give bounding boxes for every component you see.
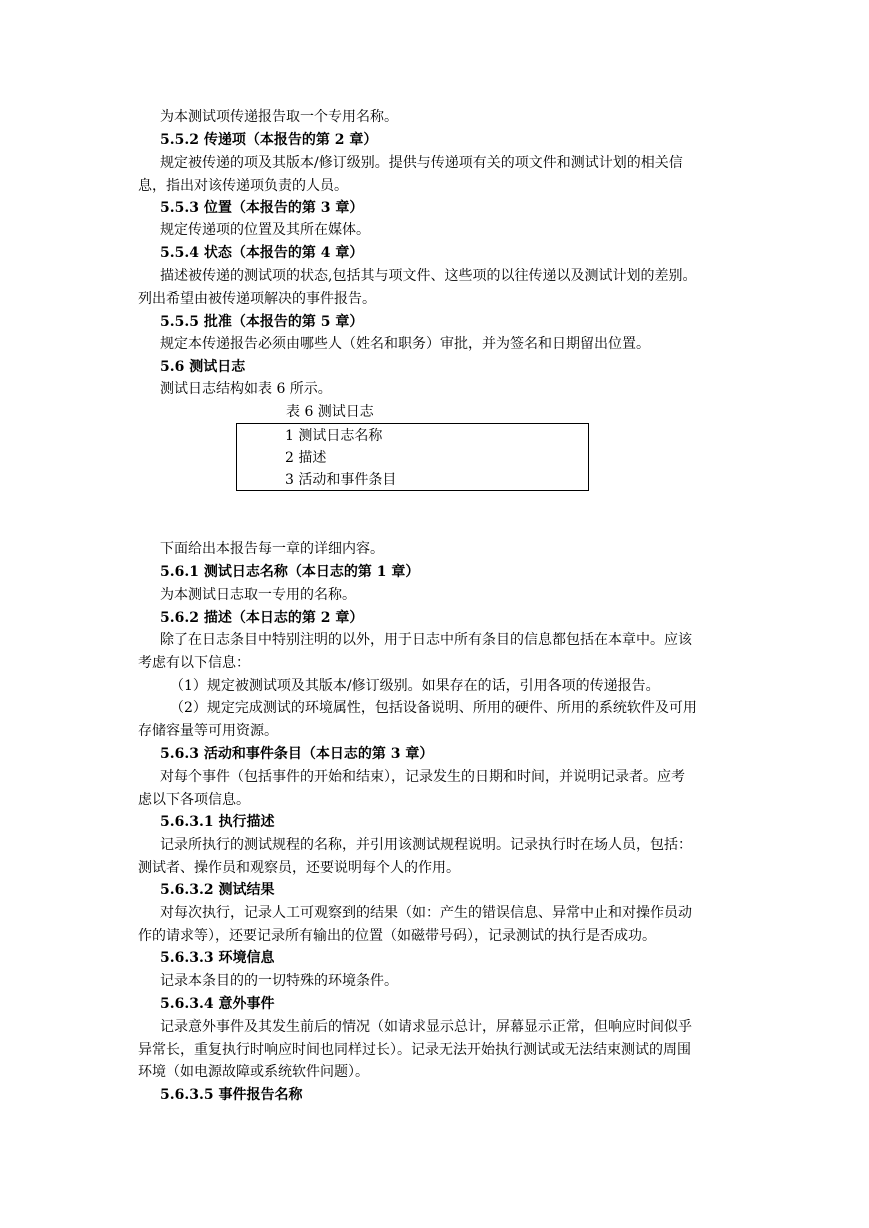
paragraph-line: 列出希望由被传递项解决的事件报告。 (138, 291, 376, 307)
section-heading: 5.6.3.2 测试结果 (160, 882, 275, 898)
section-heading: 5.6.3.5 事件报告名称 (160, 1087, 303, 1103)
paragraph-line: 规定被传递的项及其版本/修订级别。提供与传递项有关的项文件和测试计划的相关信 (160, 155, 683, 171)
paragraph-line: 下面给出本报告每一章的详细内容。 (160, 541, 384, 557)
paragraph-line: 规定本传递报告必须由哪些人（姓名和职务）审批，并为签名和日期留出位置。 (160, 336, 650, 352)
table-row: 2 描述 (285, 450, 327, 466)
section-heading: 5.5.3 位置（本报告的第 3 章） (160, 200, 364, 216)
paragraph-line: 记录所执行的测试规程的名称，并引用该测试规程说明。记录执行时在场人员，包括： (160, 837, 692, 853)
section-heading: 5.6.3.1 执行描述 (160, 814, 275, 830)
table-6 (236, 423, 589, 491)
paragraph-line: 记录意外事件及其发生前后的情况（如请求显示总计，屏幕显示正常，但响应时间似乎 (160, 1019, 692, 1035)
paragraph-line: 除了在日志条目中特别注明的以外，用于日志中所有条目的信息都包括在本章中。应该 (160, 632, 692, 648)
paragraph-line: 存储容量等可用资源。 (138, 723, 278, 739)
section-heading: 5.5.5 批准（本报告的第 5 章） (160, 314, 364, 330)
section-heading: 5.6.3.4 意外事件 (160, 996, 275, 1012)
section-heading: 5.6.3.3 环境信息 (160, 950, 275, 966)
section-heading: 5.6.3 活动和事件条目（本日志的第 3 章） (160, 746, 434, 762)
paragraph-line: 为本测试项传递报告取一个专用名称。 (160, 109, 398, 125)
section-heading: 5.5.2 传递项（本报告的第 2 章） (160, 132, 378, 148)
paragraph-line: 对每次执行，记录人工可观察到的结果（如：产生的错误信息、异常中止和对操作员动 (160, 905, 692, 921)
paragraph-line: 记录本条目的的一切特殊的环境条件。 (160, 973, 398, 989)
table-row: 1 测试日志名称 (285, 428, 383, 444)
section-heading: 5.5.4 状态（本报告的第 4 章） (160, 245, 364, 261)
paragraph-line: 对每个事件（包括事件的开始和结束），记录发生的日期和时间，并说明记录者。应考 (160, 769, 685, 785)
section-heading: 5.6.2 描述（本日志的第 2 章） (160, 610, 364, 626)
paragraph-line: 为本测试日志取一专用的名称。 (160, 587, 356, 603)
paragraph-line: 规定传递项的位置及其所在媒体。 (160, 222, 370, 238)
paragraph-line: 虑以下各项信息。 (138, 792, 250, 808)
section-heading: 5.6.1 测试日志名称（本日志的第 1 章） (160, 564, 420, 580)
paragraph-line: 描述被传递的测试项的状态,包括其与项文件、这些项的以往传递以及测试计划的差别。 (160, 268, 697, 284)
paragraph-line: 测试日志结构如表 6 所示。 (160, 381, 332, 397)
paragraph-line: 环境（如电源故障或系统软件问题）。 (138, 1064, 369, 1080)
paragraph-line: 异常长，重复执行时响应时间也同样过长）。记录无法开始执行测试或无法结束测试的周围 (138, 1042, 691, 1058)
paragraph-line: 测试者、操作员和观察员，还要说明每个人的作用。 (138, 860, 460, 876)
paragraph-line: （2）规定完成测试的环境属性，包括设备说明、所用的硬件、所用的系统软件及可用 (170, 700, 697, 716)
paragraph-line: （1）规定被测试项及其版本/修订级别。如果存在的话，引用各项的传递报告。 (170, 678, 660, 694)
table-caption: 表 6 测试日志 (286, 404, 374, 420)
section-heading: 5.6 测试日志 (160, 359, 246, 375)
table-row: 3 活动和事件条目 (285, 472, 397, 488)
paragraph-line: 作的请求等），还要记录所有输出的位置（如磁带号码），记录测试的执行是否成功。 (138, 928, 656, 944)
paragraph-line: 考虑有以下信息： (138, 655, 250, 671)
paragraph-line: 息，指出对该传递项负责的人员。 (138, 178, 348, 194)
